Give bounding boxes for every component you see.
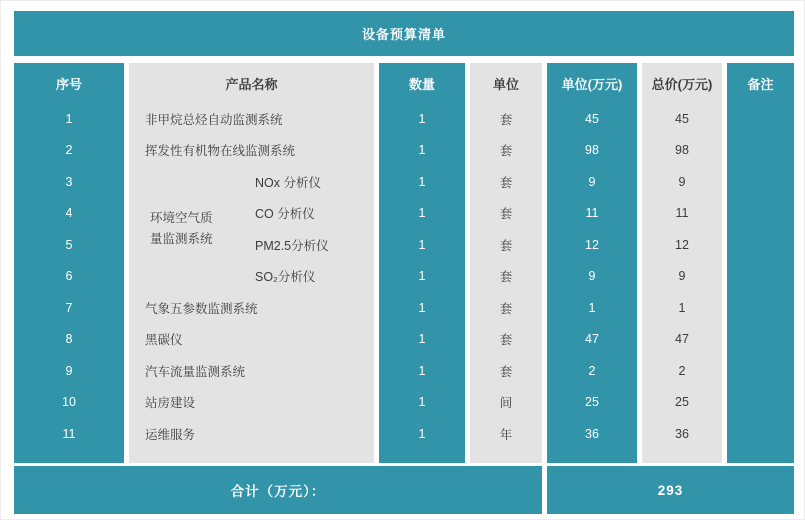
cell-unit: 套 [470,198,542,230]
cell-no: 2 [14,135,124,167]
cell-unit: 间 [470,387,542,419]
cell-product: 气象五参数监测系统 [129,292,374,324]
page-title: 设备预算清单 [14,11,794,56]
cell-product: 运维服务 [129,418,374,450]
cell-unit: 套 [470,229,542,261]
cell-product: 汽车流量监测系统 [129,355,374,387]
cell-total-price: 36 [642,418,722,450]
cell-product: PM2.5分析仪 [255,238,329,253]
cell-unit: 套 [470,166,542,198]
header-unit-price: 单位(万元) [547,63,637,103]
cell-qty: 1 [379,166,465,198]
cell-qty: 1 [379,103,465,135]
cell-unit-price: 9 [547,166,637,198]
cell-unit: 套 [470,355,542,387]
cell-qty: 1 [379,229,465,261]
cell-product: 非甲烷总烃自动监测系统 [129,103,374,135]
cell-unit: 年 [470,418,542,450]
cell-unit-price: 36 [547,418,637,450]
cell-product: NOx 分析仪 [255,175,321,190]
cell-product: 黑碳仪 [129,324,374,356]
product-group-cell [129,166,374,292]
cell-total-price: 45 [642,103,722,135]
cell-unit-price: 11 [547,198,637,230]
cell-product: SO₂分析仪 [255,270,316,285]
cell-no: 5 [14,229,124,261]
product-group-label: 环境空气质量监测系统 [150,211,213,246]
cell-total-price: 12 [642,229,722,261]
column-filler [547,450,637,463]
cell-product: 挥发性有机物在线监测系统 [129,135,374,167]
cell-qty: 1 [379,387,465,419]
total-value: 293 [547,466,794,514]
cell-qty: 1 [379,324,465,356]
cell-unit-price: 47 [547,324,637,356]
cell-total-price: 9 [642,166,722,198]
cell-unit: 套 [470,292,542,324]
header-no: 序号 [14,63,124,103]
column-filler [379,450,465,463]
column-filler [470,450,542,463]
cell-total-price: 98 [642,135,722,167]
cell-no: 9 [14,355,124,387]
cell-unit-price: 12 [547,229,637,261]
cell-qty: 1 [379,198,465,230]
column-filler [14,450,124,463]
header-product: 产品名称 [129,63,374,103]
cell-unit-price: 25 [547,387,637,419]
cell-unit-price: 45 [547,103,637,135]
cell-product: 站房建设 [129,387,374,419]
cell-product: CO 分析仪 [255,207,315,222]
cell-total-price: 9 [642,261,722,293]
cell-no: 11 [14,418,124,450]
cell-unit: 套 [470,135,542,167]
cell-qty: 1 [379,292,465,324]
budget-table [14,63,794,463]
cell-total-price: 25 [642,387,722,419]
cell-qty: 1 [379,418,465,450]
header-remark: 备注 [727,63,794,103]
cell-total-price: 1 [642,292,722,324]
cell-unit-price: 1 [547,292,637,324]
header-qty: 数量 [379,63,465,103]
cell-no: 8 [14,324,124,356]
cell-qty: 1 [379,355,465,387]
total-label: 合计（万元）： [14,466,542,514]
cell-unit-price: 2 [547,355,637,387]
column-filler [129,450,374,463]
cell-total-price: 11 [642,198,722,230]
cell-no: 4 [14,198,124,230]
cell-no: 1 [14,103,124,135]
cell-unit-price: 9 [547,261,637,293]
cell-unit-price: 98 [547,135,637,167]
cell-unit: 套 [470,324,542,356]
cell-unit: 套 [470,103,542,135]
cell-total-price: 47 [642,324,722,356]
cell-no: 7 [14,292,124,324]
remark-column-band [727,103,794,463]
cell-total-price: 2 [642,355,722,387]
cell-no: 6 [14,261,124,293]
header-unit: 单位 [470,63,542,103]
cell-qty: 1 [379,135,465,167]
cell-unit: 套 [470,261,542,293]
header-total-price: 总价(万元) [642,63,722,103]
total-row [14,466,794,514]
column-filler [642,450,722,463]
cell-no: 3 [14,166,124,198]
cell-no: 10 [14,387,124,419]
cell-qty: 1 [379,261,465,293]
